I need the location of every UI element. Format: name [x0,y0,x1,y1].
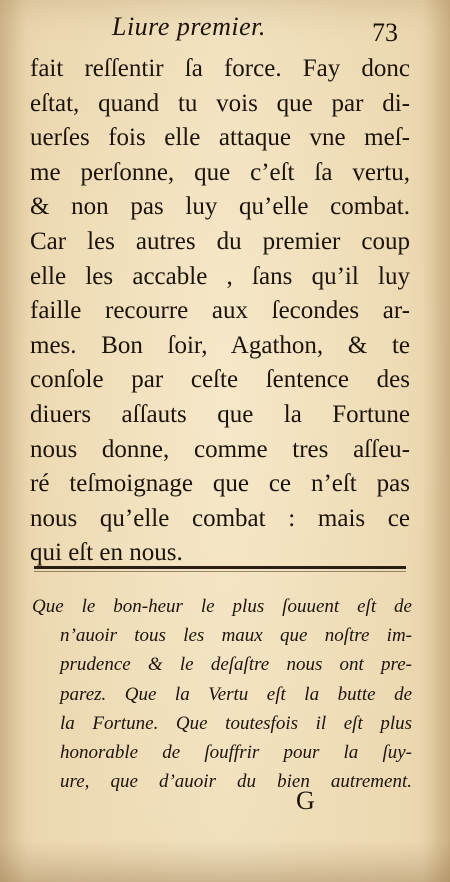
text-line: conſole par ceſte ſentence des [30,366,410,394]
text-line: nous donne, comme tres aſſeu- [30,435,410,463]
page-header [0,8,450,48]
text-line: & non pas luy qu’elle combat. [30,193,410,221]
page-shadow [0,840,450,882]
text-line: faille recourre aux ſecondes ar- [30,297,410,325]
text-line: fait reſſentir ſa force. Fay donc [30,55,410,82]
text-line: eſtat, quand tu vois que par di- [30,89,410,117]
summary-note [30,592,412,796]
text-line: me perſonne, que c’eſt ſa vertu, [30,158,410,186]
text-line: mes. Bon ſoir, Agathon, & te [30,331,410,359]
note-line: Que le bon-heur le plus ſouuent eſt de [32,596,412,617]
note-line: honorable de ſouffrir pour la ſuy- [60,741,412,763]
main-text [30,52,410,571]
text-line: uerſes fois elle attaque vne meſ- [30,124,410,152]
text-line: elle les accable , ſans qu’il luy [30,262,410,290]
note-line: parez. Que la Vertu eſt la butte de [60,683,412,705]
running-head: Liure premier. [112,12,266,41]
page-number: 73 [372,18,398,47]
text-line: qui eſt en nous. [30,539,183,567]
section-rule-thin [34,571,406,572]
section-rule [34,566,406,569]
note-line: prudence & le deſaſtre nous ont pre- [60,654,412,676]
text-line: ré teſmoignage que ce n’eſt pas [30,470,410,498]
text-line: diuers aſſauts que la Fortune [30,400,410,428]
text-line: nous qu’elle combat : mais ce [30,504,410,532]
note-line: ure, que d’auoir du bien autrement. [60,771,412,793]
note-line: n’auoir tous les maux que noſtre im- [60,625,412,647]
note-line: la Fortune. Que toutesfois il eſt plus [60,712,412,734]
signature-mark: G [296,786,315,815]
text-line: Car les autres du premier coup [30,227,410,255]
